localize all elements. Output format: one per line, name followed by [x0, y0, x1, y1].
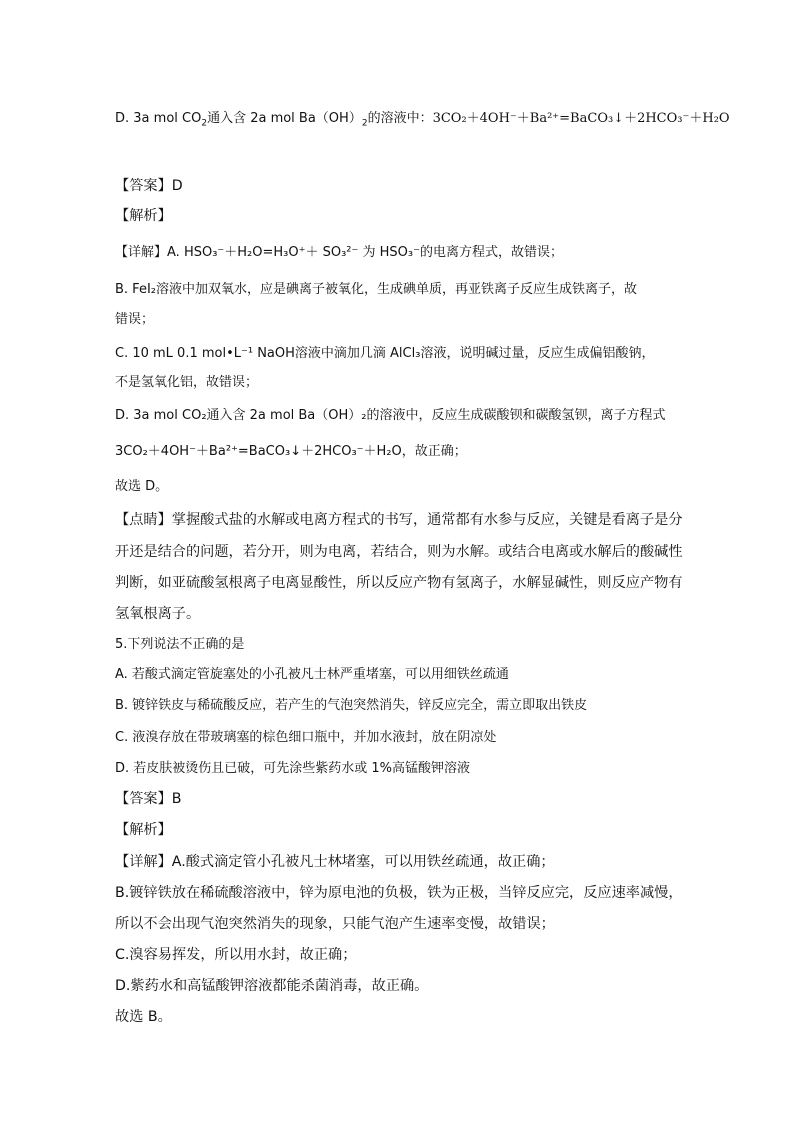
- detail-prefix: 【详解】A.: [115, 245, 184, 260]
- chemical-equation: 3CO₂＋4OH⁻＋Ba²⁺=BaCO₃↓＋2HCO₃⁻＋H₂O: [432, 111, 730, 126]
- detail-text: HSO₃⁻＋H₂O=H₃O⁺＋ SO₃²⁻ 为 HSO₃⁻的电离方程式，故错误；: [183, 245, 563, 260]
- detail-b-line2: 所以不会出现气泡突然消失的现象，只能气泡产生速率变慢，故错误；: [115, 916, 555, 932]
- question-stem: 5.下列说法不正确的是: [115, 637, 245, 652]
- detail-c: C.溴容易挥发，所以用水封，故正确；: [115, 947, 357, 963]
- option-text: 通入含 2a mol Ba（OH）: [207, 111, 362, 126]
- option-text: 3a mol CO: [133, 111, 202, 126]
- detail-d-line2: 3CO₂＋4OH⁻＋Ba²⁺=BaCO₃↓＋2HCO₃⁻＋H₂O，故正确；: [115, 444, 467, 459]
- key-point-line3: 判断，如亚硫酸氢根离子电离显酸性，所以反应产物有氢离子，水解显碱性，则反应产物有: [115, 575, 683, 591]
- detail-b-line1: B.镀锌铁放在稀硫酸溶液中，锌为原电池的负极，铁为正极，当锌反应完，反应速率减慢，: [115, 885, 683, 901]
- subscript: 2: [361, 118, 368, 129]
- analysis-heading: 【解析】: [115, 822, 172, 838]
- detail-c-line2: 不是氢氧化铝，故错误；: [115, 375, 259, 390]
- detail-d: D.紫药水和高锰酸钾溶液都能杀菌消毒，故正确。: [115, 978, 429, 994]
- option-c: C. 液溴存放在带玻璃塞的棕色细口瓶中，并加水液封，放在阴凉处: [115, 730, 497, 745]
- detail-d-line1: D. 3a mol CO₂通入含 2a mol Ba（OH）₂的溶液中，反应生成碳酸钡和碳酸氢钡，离子方程式: [115, 408, 666, 423]
- option-d: D. 若皮肤被烫伤且已破，可先涂些紫药水或 1%高锰酸钾溶液: [115, 761, 471, 776]
- key-point-line2: 开还是结合的问题，若分开，则为电离，若结合，则为水解。或结合电离或水解后的酸碱性: [115, 544, 683, 560]
- key-point-line4: 氢氧根离子。: [115, 606, 201, 622]
- option-b: B. 镀锌铁皮与稀硫酸反应，若产生的气泡突然消失，锌反应完全，需立即取出铁皮: [115, 698, 588, 713]
- detail-a: 【详解】A.酸式滴定管小孔被凡士林堵塞，可以用铁丝疏通，故正确；: [115, 854, 555, 870]
- subscript: 2: [201, 118, 208, 129]
- option-text: 的溶液中：: [367, 111, 433, 126]
- option-label: D.: [115, 111, 134, 126]
- key-point-line1: 【点睛】掌握酸式盐的水解或电离方程式的书写，通常都有水参与反应，关键是看离子是分: [115, 512, 683, 528]
- detail-b-line1: B. FeI₂溶液中加双氧水，应是碘离子被氧化，生成碘单质，再亚铁离子反应生成铁离子，故: [115, 282, 637, 297]
- conclusion: 故选 B。: [115, 1009, 172, 1025]
- answer-label: 【答案】D: [115, 178, 183, 194]
- analysis-heading: 【解析】: [115, 208, 172, 224]
- detail-a: [115, 244, 563, 262]
- conclusion: 故选 D。: [115, 479, 169, 494]
- detail-b-line2: 错误；: [115, 312, 155, 327]
- answer-label: 【答案】B: [115, 791, 182, 807]
- option-a: A. 若酸式滴定管旋塞处的小孔被凡士林严重堵塞，可以用细铁丝疏通: [115, 667, 509, 682]
- q4-option-d: [115, 110, 730, 133]
- detail-c-line1: C. 10 mL 0.1 mol•L⁻¹ NaOH溶液中滴加几滴 AlCl₃溶液，说明碱过量，反应生成偏铝酸钠，: [115, 346, 655, 361]
